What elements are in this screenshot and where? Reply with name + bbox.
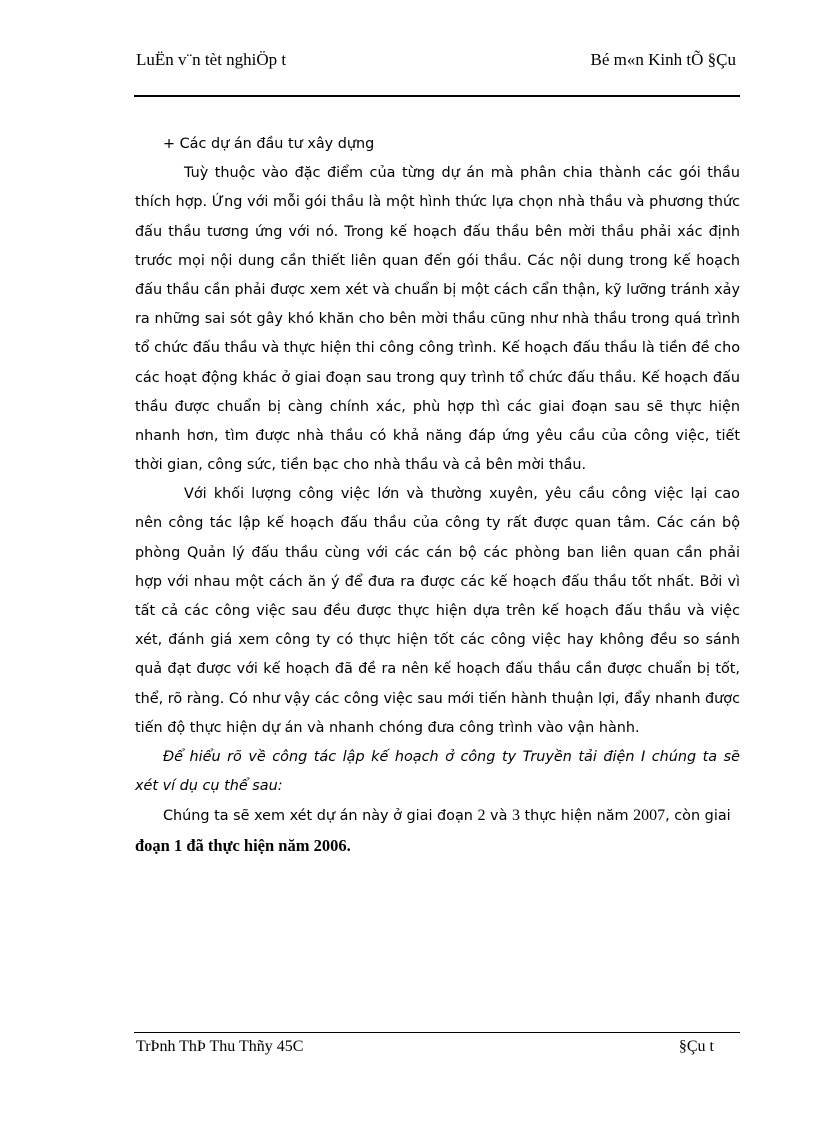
paragraph-1-line: Tuỳ thuộc vào đặc điểm của từng dự án mà phân chia thành các gói thầu [184, 165, 740, 182]
paragraph-2-line: quả đạt được với kế hoạch đã đề ra nên kế hoạch đấu thầu cần được chuẩn bị tốt, [135, 661, 740, 678]
italic-intro-line: xét ví dụ cụ thể sau: [135, 778, 283, 795]
footer-left-text: TrÞnh ThÞ Thu Thñy 45C [136, 1038, 304, 1055]
phase-number: 3 [511, 807, 520, 825]
paragraph-1-line: các hoạt động khác ở giai đoạn sau trong quy trình tổ chức đấu thầu. Kế hoạch đấu [135, 369, 740, 386]
paragraph-1-line: đấu thầu tương ứng với nó. Trong kế hoạch đấu thầu bên mời thầu phải xác định [135, 223, 740, 240]
paragraph-3-text: Chúng ta sẽ xem xét dự án này ở giai đoạn [163, 808, 478, 825]
paragraph-1-line: trước mọi nội dung cần thiết liên quan đến gói thầu. Các nội dung trong kế hoạch [135, 252, 740, 269]
paragraph-3-line [135, 801, 740, 830]
page-header [134, 49, 740, 97]
paragraph-3-line-bold: đoạn 1 đã thực hiện năm 2006. [135, 835, 351, 855]
paragraph-2-line: nên công tác lập kế hoạch đấu thầu của công ty rất được quan tâm. Các cán bộ [135, 515, 740, 532]
document-body [135, 130, 740, 860]
paragraph-1-line: ra những sai sót gây khó khăn cho bên mời thầu cũng như nhà thầu trong quá trình [135, 311, 740, 328]
paragraph-1-line: thời gian, công sức, tiền bạc cho nhà thầu và cả bên mời thầu. [135, 457, 587, 474]
paragraph-1-line: thích hợp. Ứng với mỗi gói thầu là một hình thức lựa chọn nhà thầu và phương thức [135, 194, 740, 211]
paragraph-1-line: thầu được chuẩn bị càng chính xác, phù hợp thì các giai đoạn sau sẽ thực hiện [135, 398, 740, 415]
phase-number: 2 [477, 807, 486, 825]
paragraph-2-line: phòng Quản lý đấu thầu cùng với các cán bộ các phòng ban liên quan cần phải [135, 544, 740, 561]
paragraph-3-text: thực hiện năm [519, 808, 634, 825]
paragraph-1-line: nhanh hơn, tìm được nhà thầu có khả năng đáp ứng yêu cầu của công việc, tiết [135, 427, 740, 444]
paragraph-1-line: đấu thầu cần phải được xem xét và chuẩn bị một cách cẩn thận, kỹ lưỡng tránh xảy [135, 281, 740, 298]
year-number: 2007 [633, 807, 666, 825]
italic-intro-line: Để hiểu rõ về công tác lập kế hoạch ở công ty Truyền tải điện I chúng ta sẽ [163, 748, 740, 765]
footer-right-text: §Çu t [678, 1038, 714, 1055]
header-right-text: Bé m«n Kinh tÕ §Çu [590, 50, 736, 69]
paragraph-1-line: tổ chức đấu thầu và thực hiện thi công công trình. Kế hoạch đấu thầu là tiền đề cho [135, 340, 740, 357]
page-footer [134, 1032, 740, 1055]
paragraph-3-text: , còn giai [665, 808, 731, 825]
paragraph-2-line: thể, rõ ràng. Có như vậy các công việc sau mới tiến hành thuận lợi, đẩy nhanh được [135, 690, 740, 707]
paragraph-2-line: xét, đánh giá xem công ty có thực hiện tốt các công việc hay không đều so sánh [135, 632, 740, 649]
header-left-text: LuËn v¨n tèt nghiÖp t [136, 50, 287, 69]
paragraph-2-line: tiến độ thực hiện dự án và nhanh chóng đưa công trình vào vận hành. [135, 719, 640, 736]
section-heading: + Các dự án đầu tư xây dựng [163, 136, 375, 152]
paragraph-3-text: và [485, 808, 512, 825]
paragraph-2-line: hợp với nhau một cách ăn ý để đưa ra được các kế hoạch đấu thầu tốt nhất. Bởi vì [135, 573, 740, 590]
paragraph-2-line: tất cả các công việc sau đều được thực hiện dựa trên kế hoạch đấu thầu và việc [135, 603, 740, 619]
paragraph-2-line: Với khối lượng công việc lớn và thường xuyên, yêu cầu công việc lại cao [184, 486, 740, 503]
